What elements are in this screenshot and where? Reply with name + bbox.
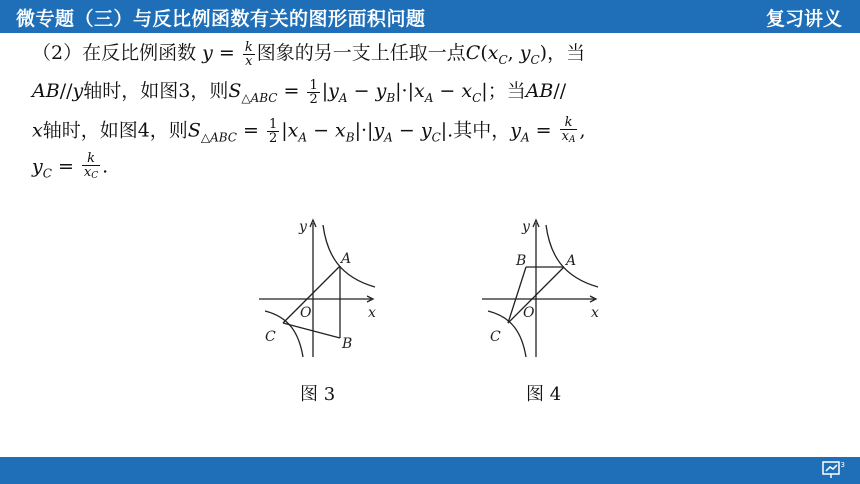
label-b: B (516, 253, 527, 269)
label-origin: O (523, 305, 535, 321)
label-a: A (566, 253, 577, 269)
text-segment: （2）在反比例函数 (32, 42, 197, 64)
text-segment: 轴时，如图3，则 (83, 80, 229, 102)
text-line-4: $y_C$ = $\frac{k}{x_C}$ . (32, 151, 109, 181)
presentation-icon (820, 460, 842, 480)
label-a: A (341, 251, 352, 267)
label-y: y (299, 219, 307, 235)
page-title: 微专题（三）与反比例函数有关的图形面积问题 (16, 8, 426, 30)
figure-4 (478, 215, 613, 365)
segment-ac (283, 266, 340, 323)
text-segment: ，当 (547, 42, 586, 64)
label-x: x (591, 305, 599, 321)
text-segment: 轴时，如图4，则 (42, 119, 188, 142)
segment-cb (283, 323, 340, 338)
text-line-1: （2）在反比例函数 y = $\frac{k}{x}$ 图象的另一支上任取一点$C(x_C$, $y_C$)，当 (32, 39, 586, 69)
footer-bar (0, 457, 860, 484)
label-x: x (368, 305, 376, 321)
text-line-3: x轴时，如图4，则$S_{\triangle ABC}$ = $\frac{1}{2}$ $|x_A - x_B|\cdot|y_A - y_C|$.其中，$y_A$ = $\frac{k}{x_A}$ , (32, 115, 586, 146)
page-number: 3 (840, 461, 845, 469)
header-bar (0, 0, 860, 33)
text-segment: 图象的另一支上任取一点 (256, 42, 466, 64)
figure-4-caption: 图 4 (526, 384, 562, 405)
text-line-2: AB//y轴时，如图3，则$S_{\triangle ABC}$ = $\frac{1}{2}$ $|y_A - y_B|\cdot|x_A - x_C|$；当AB// (32, 77, 567, 107)
figure-3 (255, 215, 390, 365)
figure-3-caption: 图 3 (300, 384, 336, 405)
label-c: C (490, 329, 501, 345)
text-segment: ；当 (487, 80, 526, 102)
label-b: B (342, 336, 353, 352)
label-y: y (522, 219, 530, 235)
label-origin: O (300, 305, 312, 321)
text-segment: . (102, 155, 109, 178)
section-tag: 复习讲义 (765, 8, 842, 30)
label-c: C (265, 329, 276, 345)
text-segment: .其中， (447, 119, 511, 142)
